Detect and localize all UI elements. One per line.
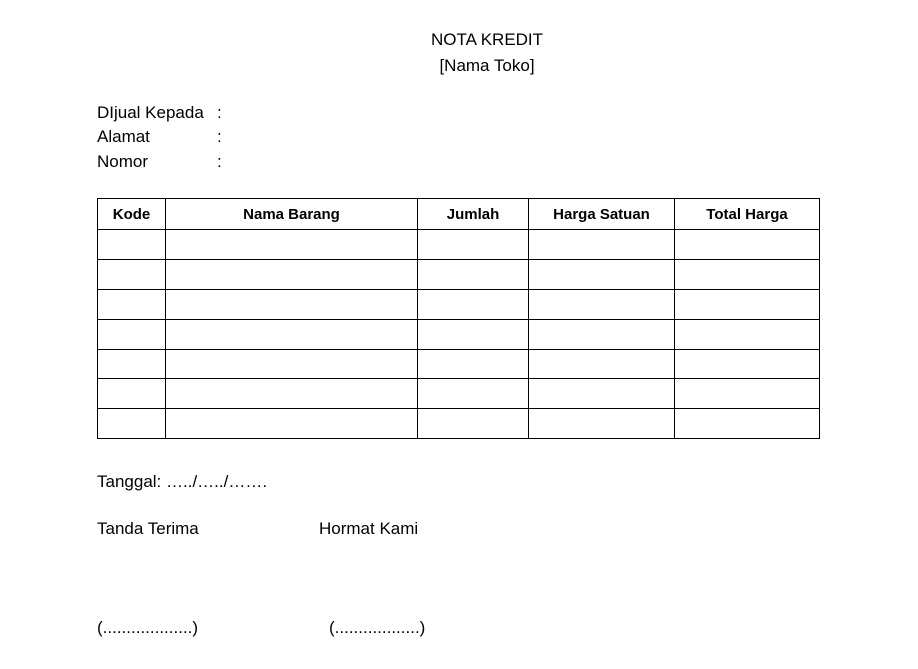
table-cell: [418, 230, 529, 260]
table-cell: [418, 259, 529, 289]
table-cell: [166, 289, 418, 319]
table-cell: [98, 349, 166, 379]
table-cell: [529, 230, 675, 260]
table-cell: [166, 319, 418, 349]
table-cell: [418, 289, 529, 319]
table-header-row: [98, 199, 820, 230]
sold-to-row: [97, 103, 222, 123]
table-row: [98, 289, 820, 319]
table-row: [98, 379, 820, 409]
header-harga-satuan: Harga Satuan: [529, 199, 675, 230]
table-cell: [675, 349, 820, 379]
table-cell: [675, 230, 820, 260]
header-nama-barang: Nama Barang: [166, 199, 418, 230]
address-label: Alamat: [97, 127, 150, 146]
table-cell: [166, 379, 418, 409]
table-cell: [166, 259, 418, 289]
table-row: [98, 409, 820, 439]
header-kode: Kode: [98, 199, 166, 230]
table-cell: [98, 379, 166, 409]
table-cell: [98, 289, 166, 319]
table-row: [98, 230, 820, 260]
table-cell: [166, 230, 418, 260]
table-cell: [166, 409, 418, 439]
table-cell: [418, 379, 529, 409]
table-row: [98, 259, 820, 289]
table-cell: [529, 349, 675, 379]
header-total-harga: Total Harga: [675, 199, 820, 230]
table-cell: [166, 349, 418, 379]
table-cell: [418, 409, 529, 439]
regards-signature-label: Hormat Kami: [319, 519, 419, 538]
table-row: [98, 349, 820, 379]
table-cell: [529, 379, 675, 409]
number-label: Nomor: [97, 152, 149, 171]
table-cell: [98, 259, 166, 289]
sold-to-separator: :: [217, 103, 222, 122]
receive-signature-line: (...................): [97, 618, 199, 637]
table-cell: [675, 319, 820, 349]
number-separator: :: [217, 152, 222, 171]
number-row: [97, 152, 222, 172]
items-table: [97, 198, 820, 439]
date-line: Tanggal: …../…../…….: [97, 472, 268, 491]
table-cell: [418, 349, 529, 379]
table-cell: [529, 289, 675, 319]
table-cell: [529, 259, 675, 289]
table-cell: [98, 319, 166, 349]
table-cell: [98, 409, 166, 439]
table-cell: [675, 409, 820, 439]
address-separator: :: [217, 127, 222, 146]
document-title: NOTA KREDIT: [430, 30, 544, 49]
address-row: [97, 127, 222, 147]
store-name: [Nama Toko]: [439, 56, 535, 75]
table-cell: [675, 259, 820, 289]
table-cell: [675, 379, 820, 409]
receive-signature-label: Tanda Terima: [97, 519, 199, 538]
table-cell: [675, 289, 820, 319]
table-row: [98, 319, 820, 349]
sold-to-label: DIjual Kepada: [97, 103, 204, 122]
table-cell: [98, 230, 166, 260]
table-cell: [529, 409, 675, 439]
table-cell: [418, 319, 529, 349]
table-cell: [529, 319, 675, 349]
regards-signature-line: (..................): [329, 618, 426, 637]
header-jumlah: Jumlah: [418, 199, 529, 230]
